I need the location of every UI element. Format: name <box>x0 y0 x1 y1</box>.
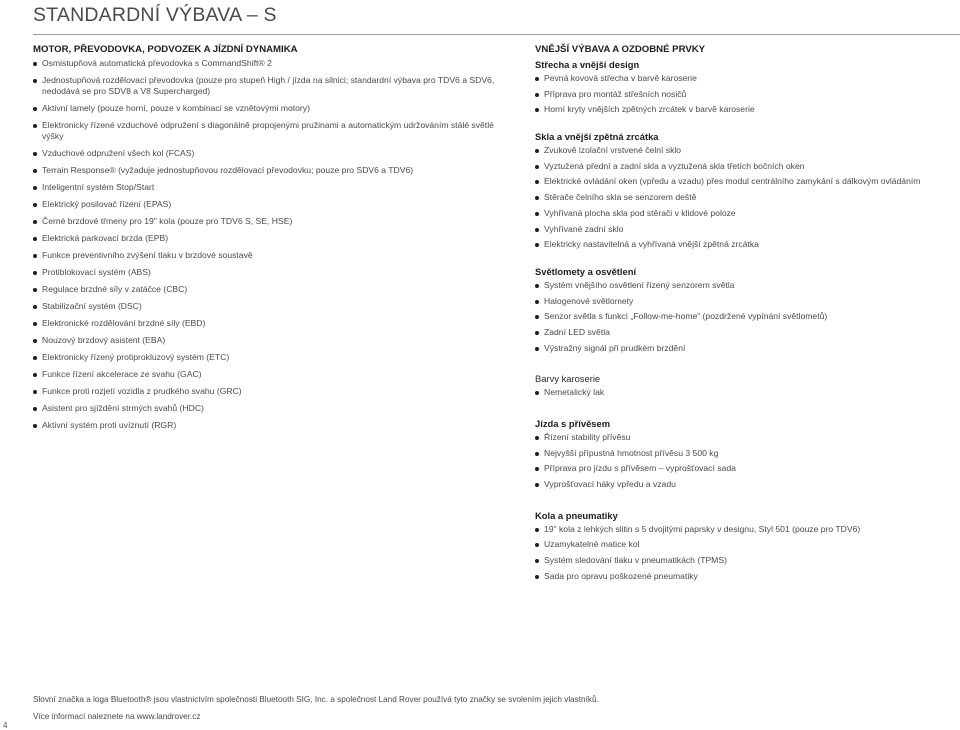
list-item: Aktivní lamely (pouze horní, pouze v kombinaci se vznětovými motory) <box>33 103 503 114</box>
group-title: Skla a vnější zpětná zrcátka <box>535 131 659 143</box>
list-item: Jednostupňová rozdělovací převodovka (pouze pro stupeň High / jízda na silnici; standardní výbava pro TDV6 a SDV6, nedodává se pro SDV8 a V8 Supercharged) <box>33 75 503 97</box>
list-item: Horní kryty vnějších zpětných zrcátek v barvě karoserie <box>535 104 960 115</box>
list-item: Elektronicky řízený protiprokluzový systém (ETC) <box>33 352 503 363</box>
group-title: Kola a pneumatiky <box>535 509 618 521</box>
left-column <box>33 43 503 437</box>
list-item: Zadní LED světla <box>535 327 960 338</box>
list-item: Stabilizační systém (DSC) <box>33 301 503 312</box>
list-item: 19" kola z lehkých slitin s 5 dvojitými paprsky v designu, Styl 501 (pouze pro TDV6) <box>535 524 960 535</box>
list-item: Sada pro opravu poškozené pneumatiky <box>535 571 960 582</box>
title-divider <box>33 34 960 35</box>
page-title: STANDARDNÍ VÝBAVA – S <box>33 4 277 26</box>
section-heading-engine: MOTOR, PŘEVODOVKA, PODVOZEK A JÍZDNÍ DYNAMIKA <box>33 44 298 55</box>
list-item: Nejvyšší přípustná hmotnost přívěsu 3 500 kg <box>535 448 960 459</box>
footer-more-info: Více informací naleznete na www.landrover.cz <box>33 712 201 721</box>
feature-group <box>535 130 960 250</box>
list-item: Funkce preventivního zvýšení tlaku v brzdové soustavě <box>33 250 503 261</box>
list-item: Vyhřívané zadní sklo <box>535 224 960 235</box>
feature-group <box>535 372 960 398</box>
list-item: Elektrický posilovač řízení (EPAS) <box>33 199 503 210</box>
list-item: Nouzový brzdový asistent (EBA) <box>33 335 503 346</box>
list-item: Aktivní systém proti uvíznutí (RGR) <box>33 420 503 431</box>
list-item: Asistent pro sjíždění strmých svahů (HDC) <box>33 403 503 414</box>
list-item: Příprava pro montáž střešních nosičů <box>535 89 960 100</box>
list-item: Terrain Response® (vyžaduje jednostupňovou rozdělovací převodovku; pouze pro SDV6 a TDV6) <box>33 165 503 176</box>
group-title: Světlomety a osvětlení <box>535 265 637 277</box>
list-item: Řízení stability přívěsu <box>535 432 960 443</box>
group-feature-list <box>535 145 960 250</box>
footer <box>33 694 599 728</box>
page-number: 4 <box>3 721 8 730</box>
list-item: Elektricky nastavitelná a vyhřívaná vnější zpětná zrcátka <box>535 239 960 250</box>
engine-feature-list <box>33 58 503 431</box>
group-feature-list <box>535 524 960 582</box>
list-item: Funkce řízení akcelerace ze svahu (GAC) <box>33 369 503 380</box>
list-item: Uzamykatelné matice kol <box>535 539 960 550</box>
feature-group <box>535 417 960 490</box>
group-title: Barvy karoserie <box>535 373 601 385</box>
group-title: Střecha a vnější design <box>535 59 640 70</box>
list-item: Systém vnějšího osvětlení řízený senzorem světla <box>535 280 960 291</box>
list-item: Výstražný signál při prudkém brzdění <box>535 343 960 354</box>
list-item: Systém sledování tlaku v pneumatikách (TPMS) <box>535 555 960 566</box>
list-item: Elektronické rozdělování brzdné síly (EBD) <box>33 318 503 329</box>
section-heading-exterior: VNĚJŠÍ VÝBAVA A OZDOBNÉ PRVKY <box>535 44 706 55</box>
group-feature-list <box>535 432 960 490</box>
list-item: Funkce proti rozjetí vozidla z prudkého svahu (GRC) <box>33 386 503 397</box>
feature-group <box>535 265 960 354</box>
list-item: Pevná kovová střecha v barvě karoserie <box>535 73 960 84</box>
list-item: Stěrače čelního skla se senzorem deště <box>535 192 960 203</box>
list-item: Příprava pro jízdu s přívěsem – vyprošťovací sada <box>535 463 960 474</box>
list-item: Vyztužená přední a zadní skla a vyztužená skla třetích bočních oken <box>535 161 960 172</box>
list-item: Černé brzdové třmeny pro 19" kola (pouze pro TDV6 S, SE, HSE) <box>33 216 503 227</box>
feature-group <box>535 509 960 582</box>
list-item: Zvukově izolační vrstvené čelní sklo <box>535 145 960 156</box>
list-item: Senzor světla s funkcí „Follow-me-home“ (pozdržené vypínání světlometů) <box>535 311 960 322</box>
footer-trademark-note: Slovní značka a loga Bluetooth® jsou vlastnictvím společnosti Bluetooth SIG, Inc. a společnost Land Rover používá tyto značky se svolením jejich vlastníků. <box>33 695 599 704</box>
list-item: Vyprošťovací háky vpředu a vzadu <box>535 479 960 490</box>
list-item: Halogenové světlomety <box>535 296 960 307</box>
list-item: Elektrická parkovací brzda (EPB) <box>33 233 503 244</box>
list-item: Vyhřívaná plocha skla pod stěrači v klidové poloze <box>535 208 960 219</box>
group-title: Jízda s přívěsem <box>535 418 611 429</box>
list-item: Protiblokovací systém (ABS) <box>33 267 503 278</box>
group-feature-list <box>535 280 960 354</box>
group-feature-list <box>535 387 960 398</box>
feature-group <box>535 58 960 115</box>
list-item: Vzduchové odpružení všech kol (FCAS) <box>33 148 503 159</box>
group-feature-list <box>535 73 960 115</box>
list-item: Inteligentní systém Stop/Start <box>33 182 503 193</box>
list-item: Elektronicky řízené vzduchové odpružení s diagonálně propojenými pružinami a automatickým udržováním stálé světlé výšky <box>33 120 503 142</box>
list-item: Elektrické ovládání oken (vpředu a vzadu) přes modul centrálního zamykání s dálkovým ovládáním <box>535 176 960 187</box>
list-item: Nemetalický lak <box>535 387 960 398</box>
list-item: Osmistupňová automatická převodovka s CommandShift® 2 <box>33 58 503 69</box>
list-item: Regulace brzdné síly v zatáčce (CBC) <box>33 284 503 295</box>
right-column <box>535 43 960 587</box>
exterior-groups <box>535 58 960 582</box>
